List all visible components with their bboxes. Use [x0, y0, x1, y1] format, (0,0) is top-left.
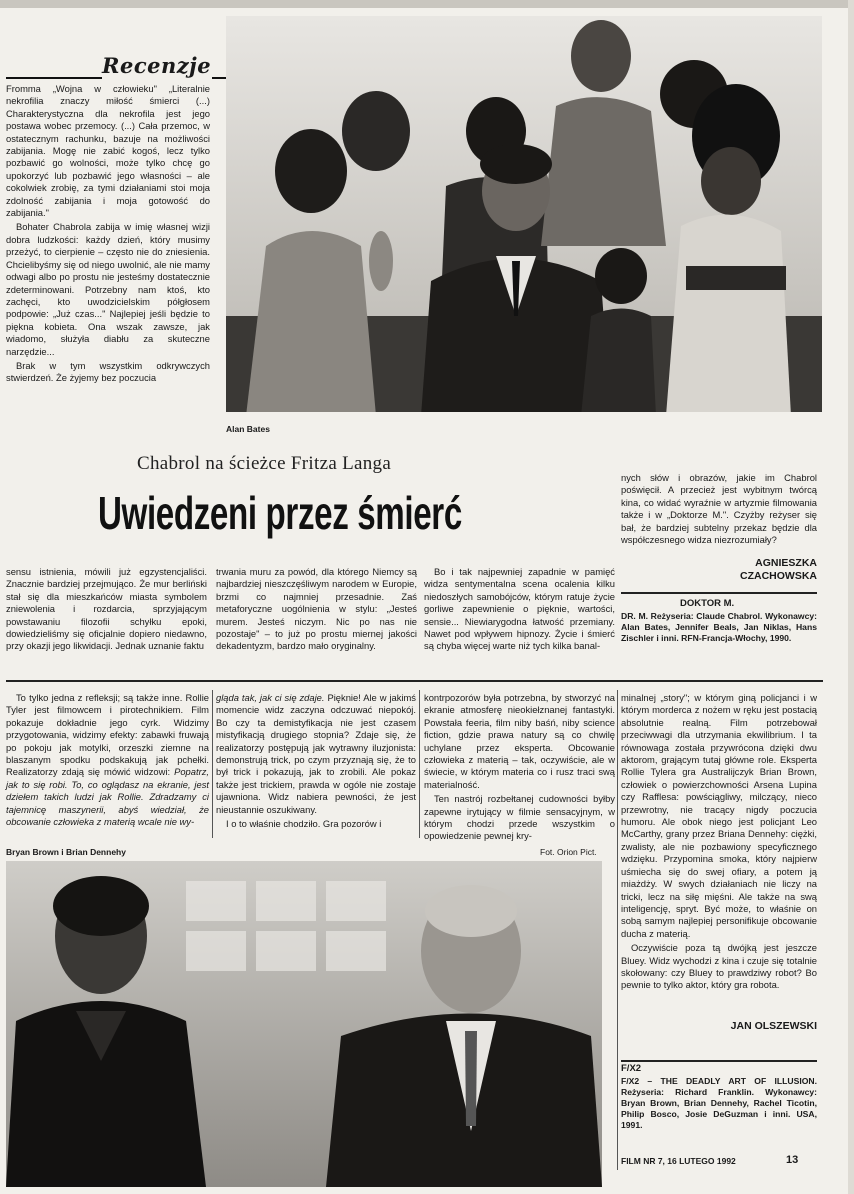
review2-italic-text: gląda tak, jak ci się zdaje. [216, 692, 325, 703]
review1-intro-paragraph: Fromma „Wojna w człowieku" „Literalnie nekrofilia znaczy miłość śmierci (...) Charakterystyczna dla nekrofila jest jego postawa wobec przemocy. (...) Cała przemoc, w ostatecznym rachunku, bazuje na możliwości zabijania. Mogę nie zabić kogoś, lecz tylko pozbawić go wolności, może tylko chcę go upokorzyć lub pozbawić jego własności – ale cokolwiek zrobię, za tymi działaniami stoi moja zdolność zabijania i moja gotowość do zabijania." [6, 83, 210, 219]
review1-paragraph: nych słów i obrazów, jakie im Chabrol poświęcił. A przecież jest wybitnym twórcą kina, co widać wyraźnie w artyzmie filmowania także i w „Doktorze M.". Czyżby reżyser się bał, że bardziej subtelny przekaz będzie dla współczesnego widza niezrozumiały? [621, 472, 817, 546]
author-first-name: AGNIESZKA [755, 557, 817, 569]
bottom-photo-caption: Bryan Brown i Brian Dennehy [6, 847, 126, 857]
review2-author: JAN OLSZEWSKI [730, 1020, 817, 1032]
section-rule-left [6, 77, 102, 79]
review1-column-b [216, 566, 417, 655]
review1-author [621, 557, 817, 583]
section-rule-right [212, 77, 226, 79]
author-last-name: CZACHOWSKA [740, 570, 817, 582]
review2-text: To tylko jedna z refleksji; są także inne. Rollie Tyler jest filmowcem i pirotechnikiem. Film pokazuje dokładnie jego cyrk. Widzimy przygotowania, widzimy efekty: zabawki fruwają po pokoju jak motylki, orzeszki ziemne na blaszanym spodku podskakują jak pchełki. Realizatorzy zdają się mówić widzowi: [6, 692, 209, 778]
review1-intro-column [6, 83, 210, 387]
review2-infobox-title: F/X2 [621, 1063, 642, 1074]
issue-folio: FILM NR 7, 16 LUTEGO 1992 [621, 1156, 736, 1166]
column-rule [212, 690, 213, 838]
column-rule [617, 690, 618, 1170]
review2-paragraph: kontrpozorów była potrzebna, by stworzyć na ekranie atmosferę nieokiełznanej fantastyki. Powstała feeria, film niby baśń, niby science fiction, gdzie prawa natury są co chwilę uchylane przez eksperta. Obcowanie człowieka z materią – tak, oczywiście, ale w świecie, w którym materia co i rusz traci swą materialność. [424, 692, 615, 790]
review2-paragraph: minalnej „story"; w którym giną policjanci i w którym morderca z nożem w ręku jest postacią absolutnie realną. Film potrzebował przeciwwagi dla utrzymania ekwilibrium. I ta równowaga została przywrócona dzięki dwu aktorom, grającym tutaj główne role. Eksperta Rollie Tylera gra Australijczyk Brian Brown, człowiek o powierzchowności Arsena Lupina czy Rafflesa: powściągliwy, milczący, nieco przewrotny, nie tracący nigdy poczucia humoru. Ale obok niego jest policjant Leo McCarthy, grany przez Briana Dennehy: ciężki, zwalisty, ale nie pozbawiony specyficznego wdzięku. Przypomina smoka, który najpierw uśmiecha się do swej ofiary, a potem ją miażdży. W swych działaniach nie liczy na tricki, lecz na siłę mięśni. Ale także na swą inteligencję, spryt. Być może, to właśnie on sobą samym najlepiej personifikuje obcowanie ducha z materią. [621, 692, 817, 939]
review2-paragraph: I o to właśnie chodziło. Gra pozorów i [226, 818, 382, 830]
review2-column-2 [216, 692, 416, 832]
review2-text: Pięknie! Ale w jakimś momencie widz zaczyna odczuwać niepokój. Bo czy ta demistyfikacja nie jest czasem mistyfikacją drugiego stopnia? Zdaje się, że realizatorzy postępują jak wytrawny iluzjonista: demonstrują trick, po czym przyznają się, że to był trick i pokazują, jak to zrobili. Ale pokaz także jest trickiem, prawda w ogóle nie zostaje ujawniona. Widz nabiera pewności, że jest nieustannie oszukiwany. [216, 692, 416, 815]
review1-intro-paragraph: Brak w tym wszystkim odkrywczych stwierdzeń. Że żyjemy bez poczucia [6, 359, 210, 384]
infobox-rule [621, 592, 817, 594]
review2-paragraph: Ten nastrój rozbełtanej cudowności byłby zapewne irytujący w filmie sensacyjnym, w którym chodzi przede wszystkim o opowiedzenie pewnej kry- [424, 793, 615, 842]
infobox-rule [621, 1060, 817, 1062]
review1-paragraph: sensu istnienia, mówili już egzystencjaliści. Znacznie bardziej przejmująco. Że mur berliński stał się dla mieszkańców miasta symbolem zniewolenia i rozdarcia, sprzyjającym powstawaniu filozofii schyłku epoki, dowiedzieliśmy się oficjalnie dopiero niedawno, przy okazji jego likwidacji. Jednak uznanie faktu [6, 566, 207, 652]
review2-paragraph: Oczywiście poza tą dwójką jest jeszcze Bluey. Widz wychodzi z kina i czuje się totalnie skołowany: czy Bluey to prawdziwy robot? Bo pewnie to tylko aktor, który gra robota. [621, 942, 817, 991]
review1-headline: Uwiedzeni przez śmierć [98, 487, 462, 539]
review1-infobox-text: DR. M. Reżyseria: Claude Chabrol. Wykonawcy: Alan Bates, Jennifer Beals, Jan Niklas, Hans Zischler i inni. RFN-Francja-Włochy, 1990. [621, 611, 817, 643]
review1-column-right [621, 472, 817, 548]
column-rule [419, 690, 420, 838]
page-number: 13 [786, 1154, 799, 1166]
reviews-separator [6, 680, 823, 682]
review1-paragraph: trwania muru za powód, dla którego Niemcy są najbardziej nieszczęśliwym narodem w Europie, brzmi co najmniej przesadnie. Zaś metaforyczne uogólnienia w stylu: „Jesteś murem. Jesteś niczym. Nic po nas nie pozostaje" – to już po prostu miernej jakości dekadentyzm, bardzo mało oryginalny. [216, 566, 417, 652]
review1-column-c [424, 566, 615, 655]
review1-intro-paragraph: Bohater Chabrola zabija w imię własnej wizji dobra ludzkości: każdy dzień, który musimy przeżyć, to cierpienie – często nie do zniesienia. Chcielibyśmy się od niego uwolnić, ale nie mamy odwagi albo po prostu nie jesteśmy dostatecznie zdeterminowani. Potrzebny nam ktoś, kto zachęci, kto uwodzicielskim półgłosem podpowie: „Już czas..." Najlepiej jeśli będzie to piękna kobieta. Ona wszak zawsze, jak wiadomo, służyła diabłu za skuteczne narzędzie... [6, 221, 210, 357]
bryan-brown-brian-dennehy-photo [6, 861, 602, 1187]
review2-column-3 [424, 692, 615, 845]
review2-italic-text: Popatrz, jak to się robi. To, co oglądasz na ekranie, jest dziełem takich ludzi jak Rollie. Zdradzamy ci tajemnicę maszynerii, abyś wiedział, że obcowanie człowieka z materią wcale nie wy- [6, 766, 210, 828]
page-top-edge [0, 0, 854, 8]
top-photo-caption: Alan Bates [226, 424, 270, 434]
section-label: Recenzje [102, 53, 212, 78]
page-right-edge [848, 0, 854, 1194]
review2-column-1 [6, 692, 209, 830]
review2-paragraph [6, 692, 209, 828]
review1-paragraph: Bo i tak najpewniej zapadnie w pamięć widza sentymentalna scena ocalenia kilku niedoszłych samobójców, którym ratuje życie gorliwe zapewnienie o pięknie, wartości, sensie... Niewiarygodna łatwość przemiany. Nawet pod wpływem hipnozy. Życie i śmierć są chyba więcej warte niż tych kilka banal- [424, 566, 615, 652]
review1-infobox-title: DOKTOR M. [680, 598, 735, 609]
review2-paragraph [216, 692, 416, 816]
review1-column-a [6, 566, 207, 655]
review2-infobox-text: F/X2 – THE DEADLY ART OF ILLUSION. Reżyseria: Richard Franklin. Wykonawcy: Bryan Brown, Brian Dennehy, Rachel Ticotin, Philip Bosco, Josie DeGuzman i inni. USA, 1991. [621, 1076, 817, 1130]
photo-credit: Fot. Orion Pict. [540, 847, 597, 857]
alan-bates-photo [226, 16, 822, 412]
review1-kicker: Chabrol na ścieżce Fritza Langa [137, 453, 392, 474]
review2-column-4 [621, 692, 817, 994]
